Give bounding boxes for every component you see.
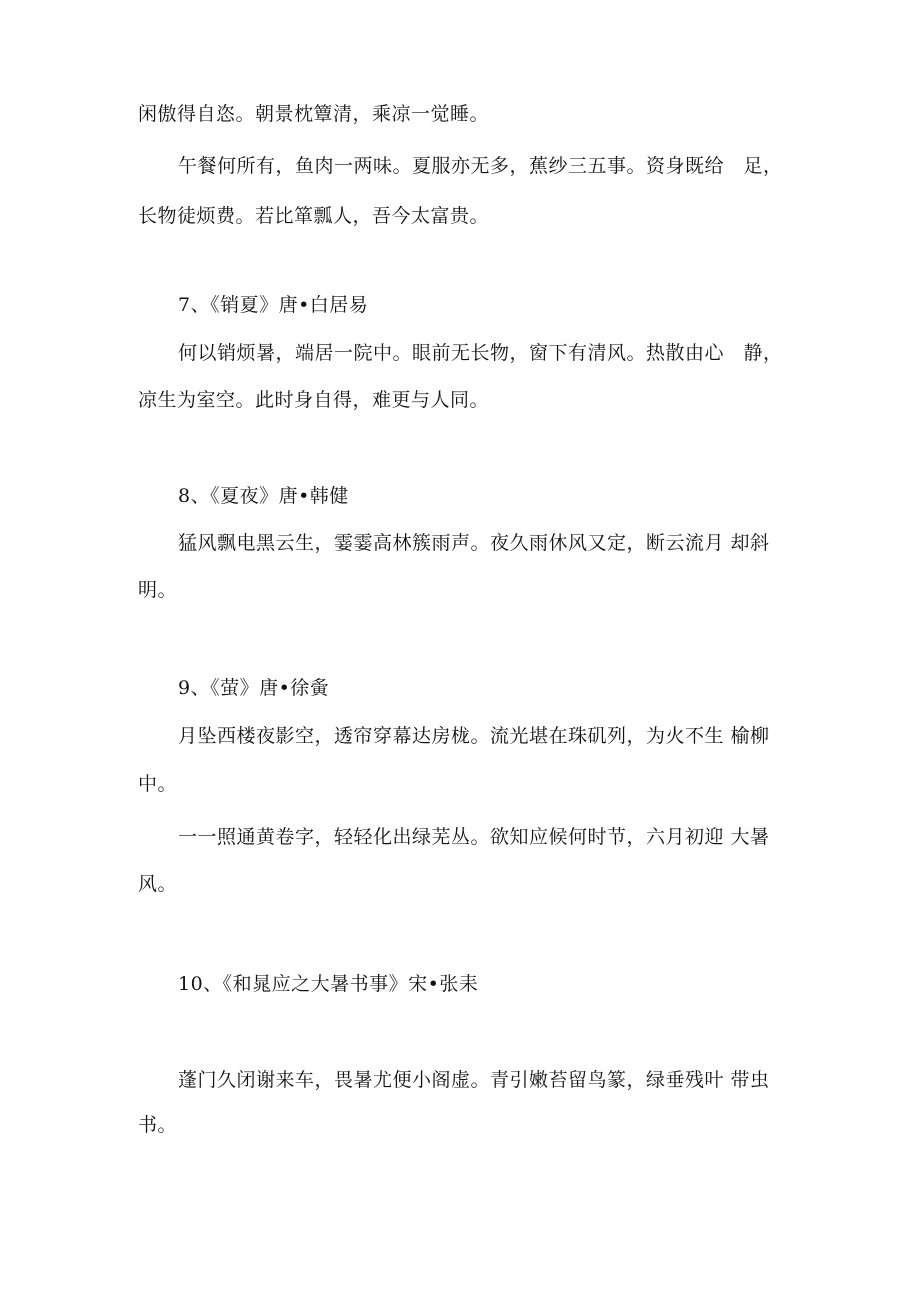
- poem-9-line-2: 中。: [138, 773, 178, 795]
- poem-7-line-1: 何以销烦暑，端居一院中。眼前无长物，窗下有清风。热散由心 静，: [178, 342, 783, 364]
- poem-9-line-4: 风。: [138, 873, 178, 895]
- poem-9-line-3: 一一照通黄卷字，轻轻化出绿芜丛。欲知应候何时节，六月初迎 大暑: [178, 826, 770, 848]
- poem-6-line-3: 长物徒烦费。若比箪瓢人，吾今太富贵。: [138, 205, 490, 227]
- poem-9-heading: 9、《萤》唐•徐夤: [178, 677, 330, 699]
- poem-7-line-2: 凉生为室空。此时身自得，难更与人同。: [138, 389, 490, 411]
- poem-6-line-2: 午餐何所有，鱼肉一两味。夏服亦无多，蕉纱三五事。资身既给 足，: [178, 155, 783, 177]
- poem-10-line-2: 书。: [138, 1114, 178, 1136]
- poem-7-heading: 7、《销夏》唐•白居易: [178, 294, 369, 316]
- poem-10-heading: 10、《和晁应之大暑书事》宋•张耒: [178, 973, 479, 995]
- poem-10-line-1: 蓬门久闭谢来车，畏暑尤便小阁虚。青引嫩苔留鸟篆，绿垂残叶 带虫: [178, 1069, 770, 1091]
- poem-9-line-1: 月坠西楼夜影空，透帘穿幕达房栊。流光堪在珠矶列，为火不生 榆柳: [178, 725, 770, 747]
- poem-8-heading: 8、《夏夜》唐•韩健: [178, 485, 349, 507]
- poem-8-line-1: 猛风飘电黑云生，霎霎高林簇雨声。夜久雨休风又定，断云流月 却斜: [178, 532, 770, 554]
- poem-8-line-2: 明。: [138, 579, 178, 601]
- poem-6-line-1: 闲傲得自恣。朝景枕簟清，乘凉一觉睡。: [138, 103, 490, 125]
